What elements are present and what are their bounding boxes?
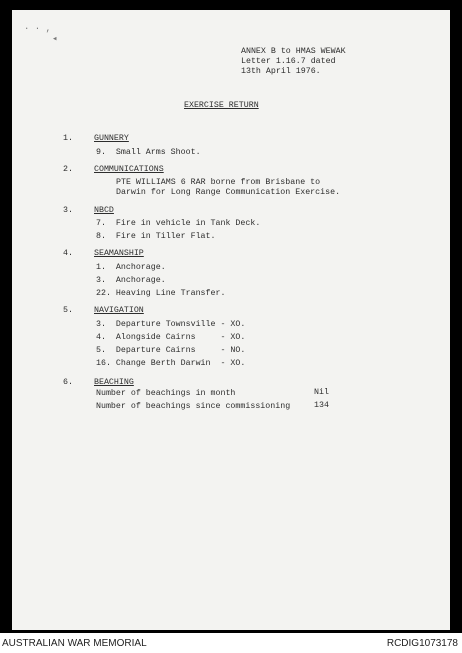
footer-id: RCDIG1073178 (386, 638, 458, 649)
beaching-month-value: Nil (314, 388, 329, 397)
punch-hole-mark: · · , (24, 24, 52, 34)
page-title: EXERCISE RETURN (184, 101, 259, 110)
section-heading-navigation: NAVIGATION (94, 306, 144, 315)
list-item: 16. Change Berth Darwin - XO. (96, 359, 246, 368)
list-item: Darwin for Long Range Communication Exercise. (116, 188, 341, 197)
section-number: 4. (63, 249, 73, 258)
section-number: 5. (63, 306, 73, 315)
footer-source: AUSTRALIAN WAR MEMORIAL (2, 638, 147, 649)
list-item: 3. Anchorage. (96, 276, 166, 285)
beaching-total-label: Number of beachings since commissioning (96, 402, 291, 411)
section-number: 1. (63, 134, 73, 143)
section-heading-nbcd: NBCD (94, 206, 114, 215)
list-item: 3. Departure Townsville - XO. (96, 320, 246, 329)
arrow-mark-icon: ◂ (52, 34, 58, 44)
section-number: 2. (63, 165, 73, 174)
list-item: 22. Heaving Line Transfer. (96, 289, 226, 298)
document-page (12, 10, 450, 630)
section-heading-communications: COMMUNICATIONS (94, 165, 164, 174)
section-heading-gunnery: GUNNERY (94, 134, 129, 143)
list-item: PTE WILLIAMS 6 RAR borne from Brisbane to (116, 178, 321, 187)
list-item: 1. Anchorage. (96, 263, 166, 272)
section-heading-beaching: BEACHING (94, 378, 134, 387)
list-item: 4. Alongside Cairns - XO. (96, 333, 246, 342)
annex-reference: ANNEX B to HMAS WEWAK (241, 47, 346, 56)
beaching-total-value: 134 (314, 401, 329, 410)
letter-date: 13th April 1976. (241, 67, 321, 76)
list-item: 7. Fire in vehicle in Tank Deck. (96, 219, 261, 228)
section-number: 6. (63, 378, 73, 387)
section-heading-seamanship: SEAMANSHIP (94, 249, 144, 258)
beaching-month-label: Number of beachings in month (96, 389, 236, 398)
list-item: 9. Small Arms Shoot. (96, 148, 201, 157)
letter-reference: Letter 1.16.7 dated (241, 57, 336, 66)
archive-footer (0, 633, 462, 653)
list-item: 5. Departure Cairns - NO. (96, 346, 246, 355)
list-item: 8. Fire in Tiller Flat. (96, 232, 216, 241)
section-number: 3. (63, 206, 73, 215)
